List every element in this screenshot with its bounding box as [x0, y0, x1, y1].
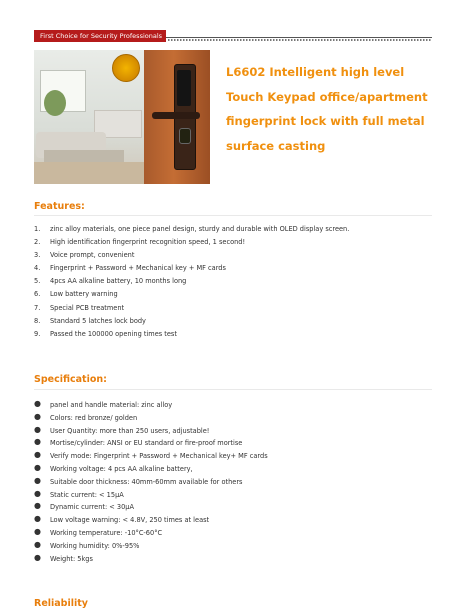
list-item: ● User Quantity: more than 250 users, adjustable!: [34, 424, 210, 435]
list-item: ● Static current: < 15μA: [34, 488, 124, 499]
list-item: ● Dynamic current: < 30μA: [34, 501, 134, 512]
banner-divider: [166, 37, 432, 38]
lock-handle: [152, 112, 200, 119]
list-item: 5. 4pcs AA alkaline battery, 10 months long: [34, 277, 187, 286]
list-item: 6. Low battery warning: [34, 290, 118, 299]
room-plant: [44, 90, 66, 116]
specification-list: [34, 399, 268, 565]
list-item: 9. Passed the 100000 opening times test: [34, 329, 177, 338]
list-item: 8. Standard 5 latches lock body: [34, 316, 146, 325]
banner-slogan: First Choice for Security Professionals: [34, 30, 166, 42]
list-item: ● panel and handle material: zinc alloy: [34, 399, 173, 409]
product-title-line: Touch Keypad office/apartment: [226, 89, 428, 104]
features-list: [34, 223, 349, 341]
features-divider: [34, 215, 432, 216]
specification-divider: [34, 389, 432, 390]
list-item: ● Suitable door thickness: 40mm-60mm available for others: [34, 475, 243, 486]
list-item: ● Working temperature: -10°C-60°C: [34, 526, 163, 537]
list-item: 3. Voice prompt, convenient: [34, 251, 135, 260]
list-item: ● Low voltage warning: < 4.8V, 250 times at least: [34, 514, 210, 525]
fingerprint-sensor-icon: [179, 128, 191, 144]
keypad-icon: [177, 70, 191, 106]
top-banner: [34, 30, 432, 42]
reliability-heading: Reliability: [34, 598, 88, 609]
features-heading: Features:: [34, 201, 85, 212]
product-title-line: surface casting: [226, 138, 326, 153]
list-item: ● Weight: 5kgs: [34, 552, 93, 563]
list-item: ● Working humidity: 0%-95%: [34, 539, 140, 550]
list-item: ● Colors: red bronze/ golden: [34, 411, 138, 422]
list-item: 7. Special PCB treatment: [34, 303, 125, 312]
list-item: ● Verify mode: Fingerprint + Password + Mechanical key+ MF cards: [34, 450, 268, 461]
product-photo: [34, 50, 210, 184]
list-item: 2. High identification fingerprint recognition speed, 1 second!: [34, 238, 246, 247]
product-title-line: L6602 Intelligent high level: [226, 65, 405, 79]
list-item: 1. zinc alloy materials, one piece panel design, sturdy and durable with OLED display screen.: [34, 225, 350, 233]
list-item: ● Mortise/cylinder: ANSI or EU standard or fire-proof mortise: [34, 437, 243, 448]
specification-heading: Specification:: [34, 374, 107, 385]
product-title-line: fingerprint lock with full metal: [226, 114, 425, 128]
list-item: ● Working voltage: 4 pcs AA alkaline battery,: [34, 462, 193, 473]
award-badge-icon: [112, 54, 140, 82]
product-title: [226, 60, 452, 158]
banner-dotted-line: [168, 39, 432, 41]
list-item: 4. Fingerprint + Password + Mechanical key + MF cards: [34, 264, 226, 273]
